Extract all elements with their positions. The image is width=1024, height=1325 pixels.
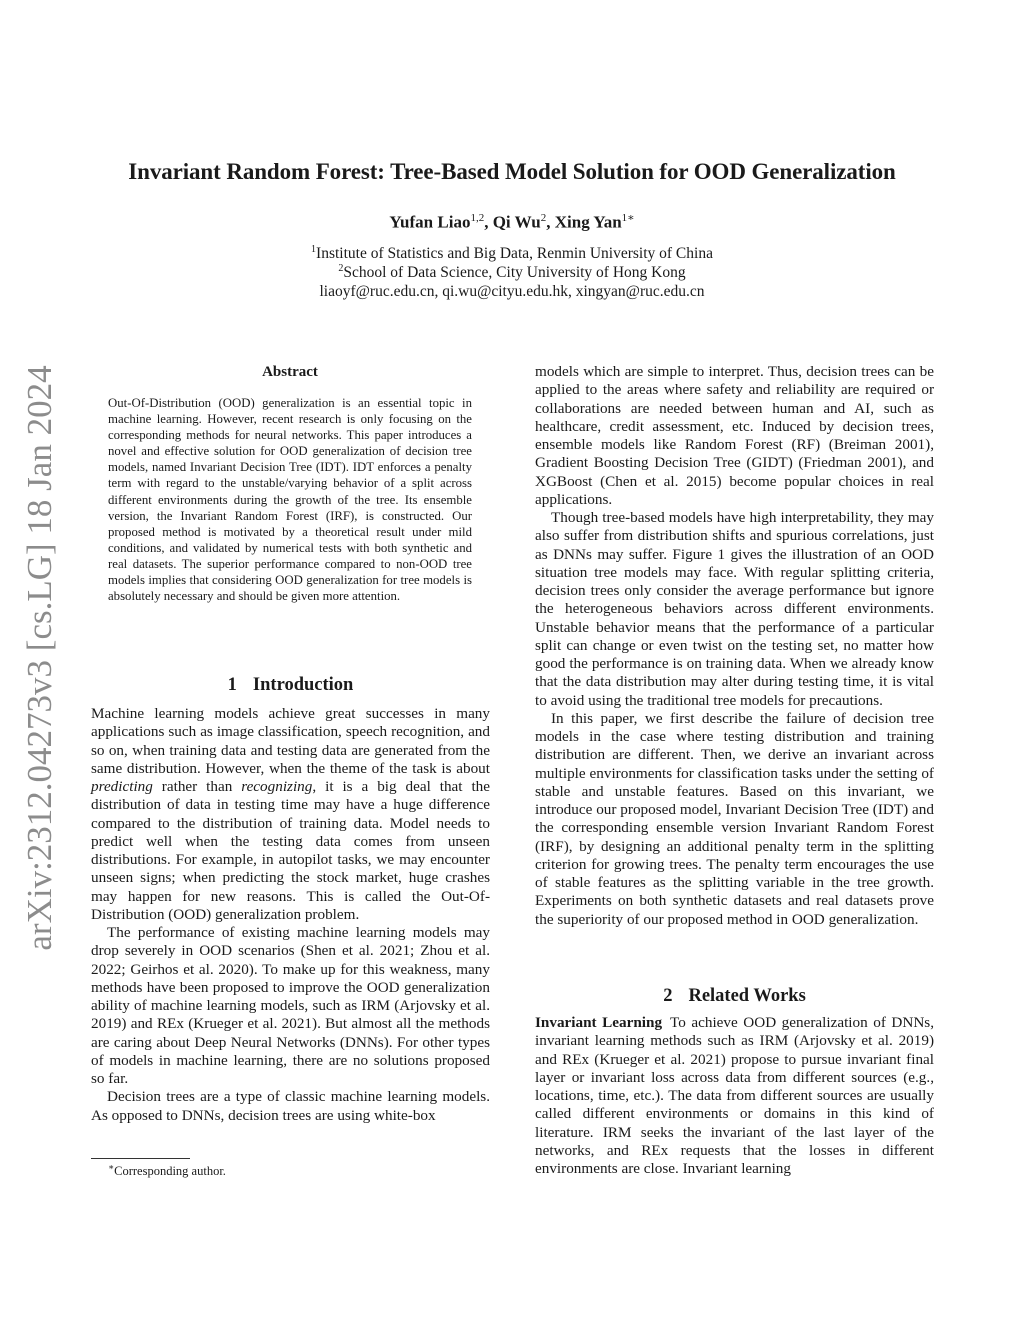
section-title: Related Works xyxy=(688,986,806,1006)
right-paragraph-3: In this paper, we first describe the failure of decision tree models in the case where testing distribution and training distribution are different. Then, we derive an invariant across multiple environments for classification tasks under the setting of stable and unstable features. Based on this invariant, we introduce our proposed model, Invariant Decision Tree (IDT) and the corresponding ensemble version Invariant Random Forest (IRF), by designing an additional penalty term in the splitting criterion for growing trees. The penalty term encourages the use of stable features as the splitting variable in the tree growth. Experiments on both synthetic datasets and real datasets prove the superiority of our proposed method in OOD generalization. xyxy=(535,709,934,928)
text-run: rather than xyxy=(152,778,242,795)
footnote-text: Corresponding author. xyxy=(114,1164,226,1179)
author-affil-mark: 1,2 xyxy=(470,212,485,224)
footnote xyxy=(108,1162,226,1179)
author-name: Xing Yan xyxy=(554,212,622,232)
related-works-paragraph xyxy=(535,1014,934,1178)
runin-heading: Invariant Learning xyxy=(535,1014,663,1031)
intro-paragraph-3: Decision trees are a type of classic machine learning models. As opposed to DNNs, decision trees are using white-box xyxy=(91,1088,490,1124)
section-heading-introduction xyxy=(91,675,490,696)
intro-paragraph-1 xyxy=(91,705,490,924)
right-column xyxy=(535,363,934,929)
arxiv-identifier: arXiv:2312.04273v3 [cs.LG] 18 Jan 2024 xyxy=(20,365,59,951)
author-separator: , xyxy=(546,212,555,232)
section-number: 1 xyxy=(227,675,237,695)
author-affil-mark: 2 xyxy=(540,212,547,224)
paper-title: Invariant Random Forest: Tree-Based Model Solution for OOD Generalization xyxy=(128,159,896,184)
left-column xyxy=(91,705,490,1125)
footnote-mark: ∗ xyxy=(108,1162,115,1172)
text-run: Machine learning models achieve great successes in many applications such as image classification, speech recognition, and so on, when training data and testing data are generated from the same distribution. However, when the theme of the task is about xyxy=(91,705,490,777)
affiliation-1 xyxy=(0,244,1024,263)
text-run: To achieve OOD generalization of DNNs, invariant learning methods such as IRM (Arjovsky et al. 2019) and REx (Krueger et al. 2021) propose to pursue invariant final layer or invariant loss across data from different sources (e.g., locations, time, etc.). The data from different sources are usually called different environments or domains in this kind of literature. IRM seeks the invariant of the last layer of the networks, and REx requests that the losses in different environments are close. Invariant learning xyxy=(535,1014,935,1177)
right-paragraph-1: models which are simple to interpret. Thus, decision trees can be applied to the areas where safety and reliability are required or collaborations are needed between human and AI, such as healthcare, credit assessment, etc. Induced by decision trees, ensemble models like Random Forest (RF) (Breiman 2001), Gradient Boosting Decision Tree (GIDT) (Friedman 2001), and XGBoost (Chen et al. 2015) become popular choices in real applications. xyxy=(535,363,934,508)
text-run: , it is a big deal that the distribution of data in testing time may have a huge difference compared to the distribution of training data. Model needs to predict well when the testing data comes from unseen distributions. For example, in autopilot tasks, we may encounter unseen signs; when predicting the stock market, huge crashes may happen for new reasons. This is called the Out-Of-Distribution (OOD) generalization problem. xyxy=(91,778,490,923)
author-separator: , xyxy=(484,212,493,232)
author-emails: liaoyf@ruc.edu.cn, qi.wu@cityu.edu.hk, xingyan@ruc.edu.cn xyxy=(319,283,705,300)
emphasis: predicting xyxy=(91,778,153,795)
affiliation-2 xyxy=(0,263,1024,282)
author-list xyxy=(0,211,1024,233)
author-affil-mark: 1∗ xyxy=(621,212,635,224)
author-name: Yufan Liao xyxy=(389,212,471,232)
section-title: Introduction xyxy=(252,675,354,695)
related-works-body xyxy=(535,1014,934,1178)
intro-paragraph-2: The performance of existing machine learning models may drop severely in OOD scenarios (Shen et al. 2021; Zhou et al. 2022; Geirhos et al. 2020). To make up for this weakness, many methods have been proposed to improve the OOD generalization ability of machine learning models, such as IRM (Arjovsky et al. 2019) and REx (Krueger et al. 2021). But almost all the methods are caring about Deep Neural Networks (DNNs). For other types of models in machine learning, there are no solutions proposed so far. xyxy=(91,924,490,1087)
affiliation-text: Institute of Statistics and Big Data, Renmin University of China xyxy=(316,245,713,263)
right-paragraph-2: Though tree-based models have high interpretability, they may also suffer from distribution shifts and spurious correlations, just as DNNs may suffer. Figure 1 gives the illustration of an OOD situation tree models may face. With regular splitting criteria, decision trees only consider the average performance but ignore the heterogeneous behaviors across different environments. Unstable behavior means that the performance of a particular split can change or even twist on the testing set, no matter how good the performance is on training data. When we already know that the data distribution may alter during testing time, it is vital to avoid using the traditional tree models for precautions. xyxy=(535,509,934,709)
affiliation-mark: 2 xyxy=(338,263,344,274)
section-number: 2 xyxy=(663,986,673,1006)
affiliation-mark: 1 xyxy=(311,244,317,255)
section-heading-related-works xyxy=(535,986,934,1007)
abstract-heading: Abstract xyxy=(262,364,318,380)
abstract-body: Out-Of-Distribution (OOD) generalization is an essential topic in machine learning. However, recent research is only focusing on the corresponding methods for neural networks. This paper introduces a novel and effective solution for OOD generalization of decision tree models, named Invariant Decision Tree (IDT). IDT enforces a penalty term with regard to the unstable/varying behavior of a split across different environments during the growth of the tree. Its ensemble version, the Invariant Random Forest (IRF), is constructed. Our proposed method is motivated by a theoretical result under mild conditions, and validated by numerical tests with both synthetic and real datasets. The superior performance compared to non-OOD tree models implies that considering OOD generalization for tree models is absolutely necessary and should be given more attention. xyxy=(108,396,472,604)
author-name: Qi Wu xyxy=(492,212,541,232)
footnote-rule xyxy=(91,1158,190,1159)
emphasis: recognizing xyxy=(241,778,313,795)
affiliation-text: School of Data Science, City University of Hong Kong xyxy=(343,264,686,282)
